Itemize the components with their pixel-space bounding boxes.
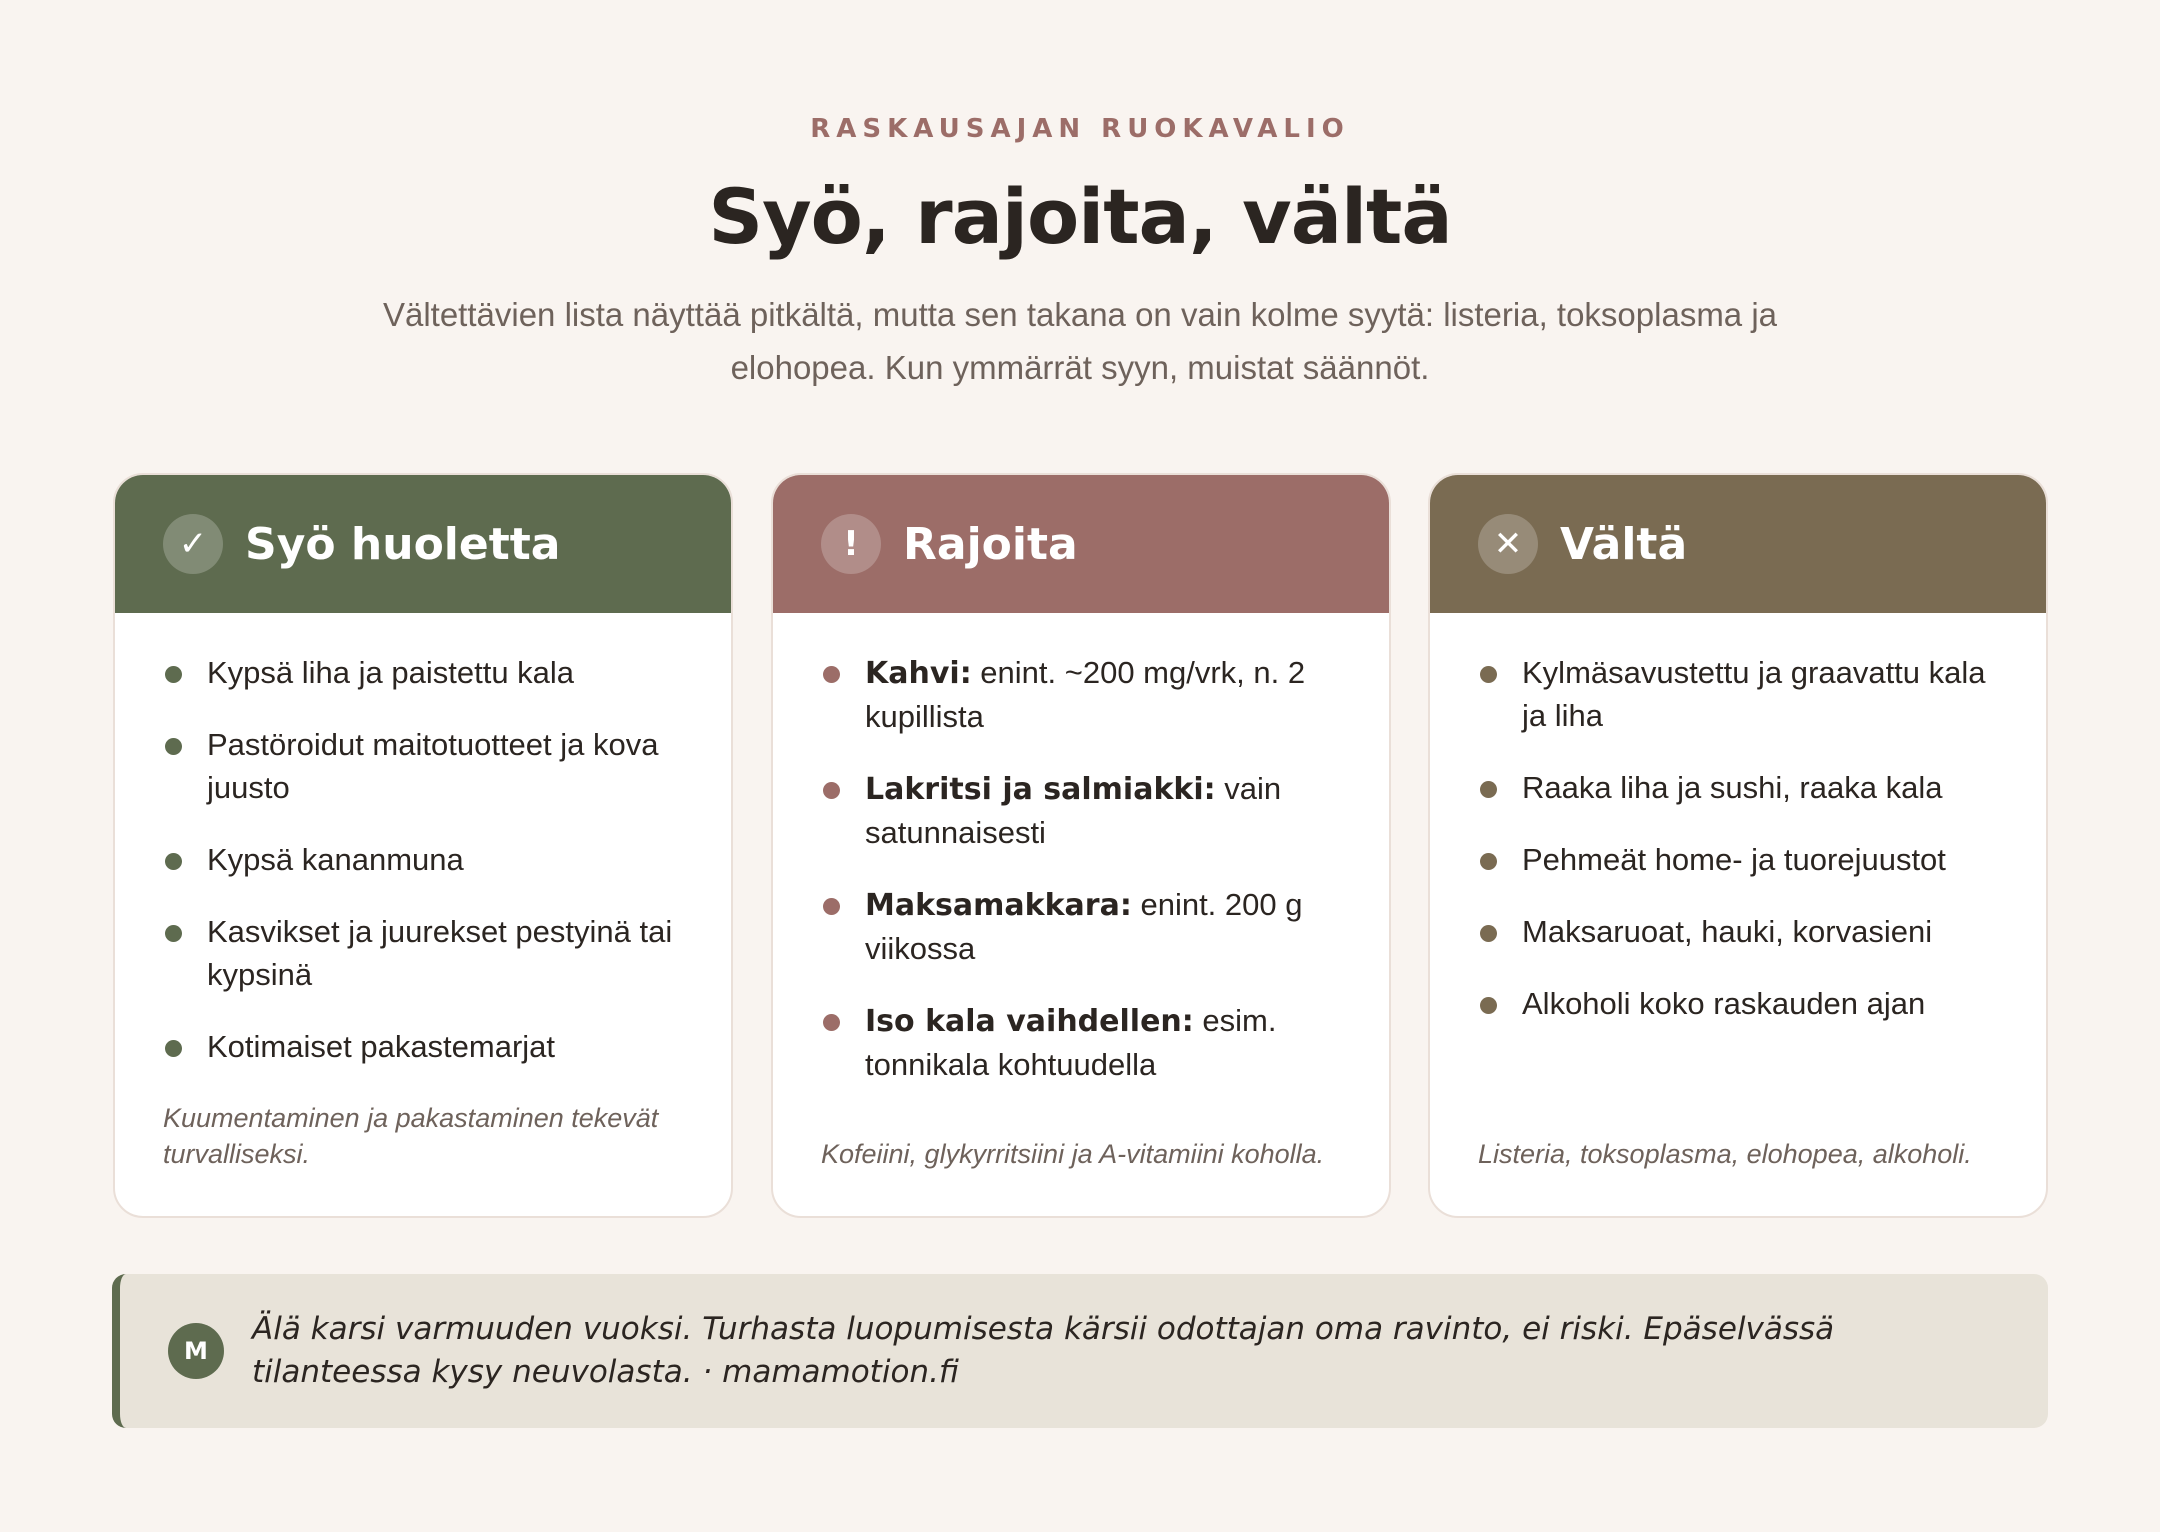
list-item [821, 883, 1349, 970]
card-avoid-list [1430, 613, 2046, 1025]
list-item [1478, 838, 2006, 881]
bullet-dot [165, 666, 182, 683]
brand-badge: M [168, 1323, 224, 1379]
item-text: Pehmeät home- ja tuorejuustot [1522, 842, 1946, 877]
list-item [1478, 651, 2006, 737]
item-text: Kypsä kananmuna [207, 842, 464, 877]
page-title: Syö, rajoita, vältä [708, 172, 1452, 261]
bullet-dot [165, 1040, 182, 1057]
item-text: esim. tonnikala kohtuudella [865, 1003, 1277, 1082]
item-text: Kypsä liha ja paistettu kala [207, 655, 575, 690]
card-eat [113, 473, 733, 1218]
item-text: Pastöroidut maitotuotteet ja kova juusto [207, 727, 659, 805]
bullet-dot [823, 1014, 840, 1031]
item-bold-label: Maksamakkara: [865, 888, 1132, 923]
list-item [821, 999, 1349, 1086]
bullet-dot [823, 666, 840, 683]
item-text: Kasvikset ja juurekset pestyinä tai kypsinä [207, 914, 673, 992]
list-item [163, 838, 691, 881]
card-limit-footnote: Kofeiini, glykyrritsiini ja A-vitamiini koholla. [821, 1139, 1325, 1169]
list-item [821, 767, 1349, 854]
check-icon: ✓ [163, 514, 223, 574]
list-item [163, 651, 691, 694]
card-avoid [1428, 473, 2048, 1218]
card-limit-header [773, 475, 1389, 613]
list-item [1478, 766, 2006, 809]
bullet-dot [1480, 997, 1497, 1014]
exclamation-icon: ! [821, 514, 881, 574]
bullet-dot [1480, 853, 1497, 870]
item-bold-label: Lakritsi ja salmiakki: [865, 772, 1216, 807]
card-eat-header [115, 475, 731, 613]
card-limit-title: Rajoita [903, 518, 1078, 570]
item-bold-label: Iso kala vaihdellen: [865, 1004, 1194, 1039]
close-icon: ✕ [1478, 514, 1538, 574]
page-subtitle: Vältettävien lista näyttää pitkältä, mutta sen takana on vain kolme syytä: listeria, toksoplasma ja elohopea. Kun ymmärrät syyn, muistat säännöt. [382, 296, 1778, 386]
bullet-dot [1480, 666, 1497, 683]
item-text: Raaka liha ja sushi, raaka kala [1522, 770, 1943, 805]
advice-note-text: Älä karsi varmuuden vuoksi. Turhasta luopumisesta kärsii odottajan oma ravinto, ei riski. Epäselvässä tilanteessa kysy neuvolasta. · mamamotion.fi [252, 1311, 1835, 1390]
bullet-dot [165, 853, 182, 870]
card-eat-footnote: Kuumentaminen ja pakastaminen tekevät turvalliseksi. [163, 1103, 659, 1169]
bullet-dot [823, 782, 840, 799]
card-limit [771, 473, 1391, 1218]
list-item [821, 651, 1349, 738]
card-avoid-footnote: Listeria, toksoplasma, elohopea, alkoholi. [1478, 1139, 1972, 1169]
card-avoid-title: Vältä [1560, 518, 1688, 570]
list-item [163, 1025, 691, 1068]
list-item [1478, 982, 2006, 1025]
item-text: Kotimaiset pakastemarjat [207, 1029, 556, 1064]
card-limit-list [773, 613, 1389, 1086]
eyebrow-label: RASKAUSAJAN RUOKAVALIO [810, 114, 1350, 144]
card-eat-list [115, 613, 731, 1068]
item-text: Kylmäsavustettu ja graavattu kala ja liha [1522, 655, 1986, 733]
bullet-dot [1480, 781, 1497, 798]
card-avoid-header [1430, 475, 2046, 613]
bullet-dot [823, 898, 840, 915]
item-text: enint. ~200 mg/vrk, n. 2 kupillista [865, 655, 1306, 734]
bullet-dot [165, 925, 182, 942]
item-text: Alkoholi koko raskauden ajan [1522, 986, 1926, 1021]
item-text: Maksaruoat, hauki, korvasieni [1522, 914, 1933, 949]
bullet-dot [165, 738, 182, 755]
card-eat-title: Syö huoletta [245, 518, 561, 570]
item-text: enint. 200 g viikossa [865, 887, 1303, 966]
list-item [1478, 910, 2006, 953]
item-bold-label: Kahvi: [865, 656, 972, 691]
bullet-dot [1480, 925, 1497, 942]
item-text: vain satunnaisesti [865, 771, 1282, 850]
advice-note [112, 1274, 2048, 1428]
list-item [163, 723, 691, 809]
list-item [163, 910, 691, 996]
